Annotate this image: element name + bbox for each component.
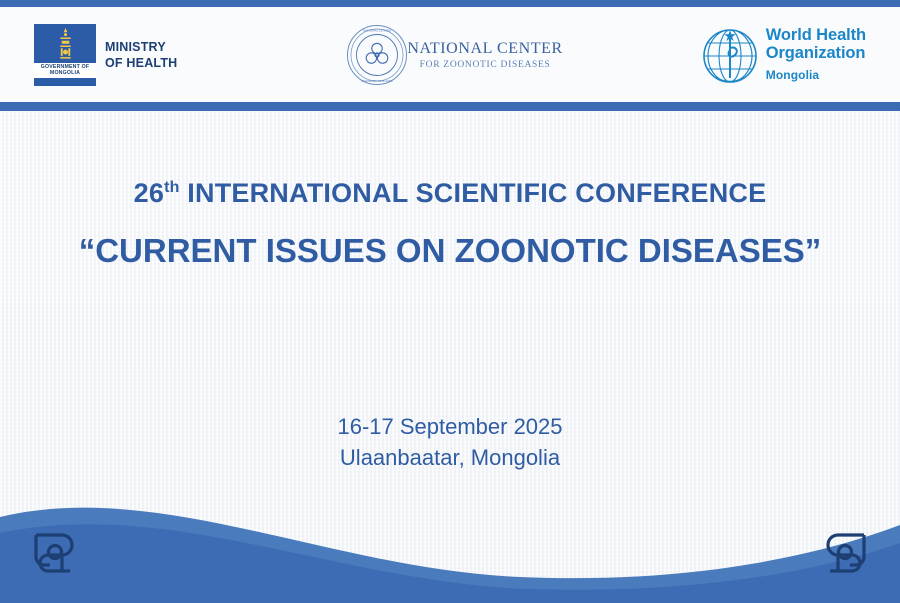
event-date: 16-17 September 2025 [337, 414, 563, 439]
slide-body [0, 111, 900, 603]
logo-national-center-zoonotic-diseases [346, 24, 563, 86]
header-divider-bar [0, 102, 900, 111]
top-accent-bar [0, 0, 900, 7]
who-name-line-2: Organization [765, 43, 866, 62]
who-wordmark [766, 26, 866, 82]
strip-line-2: MONGOLIA [49, 70, 81, 77]
event-location: Ulaanbaatar, Mongolia [339, 445, 561, 470]
conference-heading [0, 171, 900, 210]
conference-ordinal: th [164, 179, 180, 196]
logo-world-health-organization [702, 26, 866, 84]
svg-text:ZOONOTIC DISEASES: ZOONOTIC DISEASES [361, 78, 393, 83]
svg-text:NATIONAL CENTER: NATIONAL CENTER [363, 28, 392, 33]
bottom-wave-decoration [0, 473, 900, 603]
ministry-of-health-label [105, 39, 177, 71]
who-emblem-icon [702, 28, 758, 84]
mongolia-soyombo-emblem [34, 24, 96, 86]
conference-title-text: INTERNATIONAL SCIENTIFIC CONFERENCE [179, 178, 767, 208]
strip-line-1: GOVERNMENT OF [40, 64, 90, 71]
who-name-line-1: World Health [765, 25, 866, 44]
mongolian-ulzii-knot-right-icon [810, 525, 878, 585]
nczd-seal-icon [346, 24, 408, 86]
who-country-label: Mongolia [765, 67, 820, 82]
nczd-wordmark [407, 40, 563, 70]
moh-name-line-1: MINISTRY [105, 39, 166, 54]
nczd-name-line-1: NATIONAL CENTER [407, 39, 563, 57]
header-logo-band [0, 7, 900, 102]
conference-number: 26 [133, 178, 165, 208]
soyombo-icon [56, 28, 75, 62]
nczd-name-line-2: FOR ZOONOTIC DISEASES [419, 59, 551, 70]
event-details [0, 411, 900, 473]
moh-name-line-2: OF HEALTH [105, 55, 178, 70]
logo-ministry-of-health [34, 24, 177, 86]
conference-theme: “CURRENT ISSUES ON ZOONOTIC DISEASES” [78, 232, 822, 269]
government-of-mongolia-strip [34, 63, 96, 77]
mongolian-ulzii-knot-left-icon [22, 525, 90, 585]
title-block [0, 171, 900, 276]
